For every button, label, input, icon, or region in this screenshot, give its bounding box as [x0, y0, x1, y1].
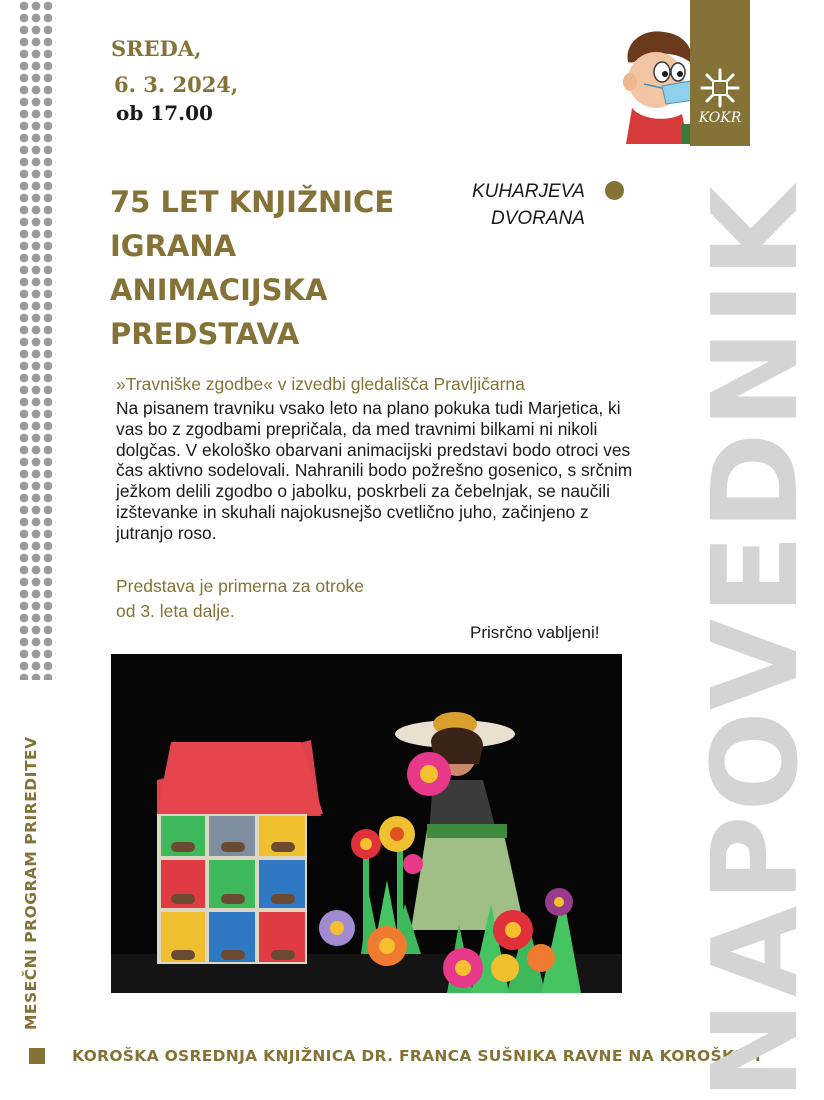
event-title	[110, 180, 450, 356]
event-description: Na pisanem travniku vsako leto na plano pokuka tudi Marjetica, ki vas bo z zgodbami prepričala, da med travnimi bilkami ni nikoli dolgčas. V ekološko obarvani animacijski predstavi bodo otroci ves čas aktivno sodelovali. Nahranili bodo požrešno gosenico, s srčnim ježkom delili zgodbo o jabolku, poskrbeli za čebelnjak, se naučili izštevanke in skuhali najokusnejšo cvetlično juho, začinjeno z jutranjo roso.	[116, 398, 633, 543]
event-subtitle: »Travniške zgodbe« v izvedbi gledališča Pravljičarna	[116, 374, 525, 394]
event-date: 6. 3. 2024,	[114, 72, 239, 97]
title-line: IGRANA	[110, 229, 237, 263]
event-venue	[472, 178, 585, 232]
watermark-text: NAPOVEDNIK	[686, 182, 824, 1100]
event-time: ob 17.00	[116, 101, 213, 125]
right-watermark-band	[686, 0, 824, 1100]
dotted-strip	[18, 0, 56, 680]
book-star-icon	[696, 64, 744, 112]
footer-library-name: KOROŠKA OSREDNJA KNJIŽNICA DR. FRANCA SUŠNIKA RAVNE NA KOROŠKEM	[72, 1047, 761, 1065]
logo-text: KOKR	[698, 110, 742, 126]
performance-photo	[111, 654, 622, 993]
venue-line: DVORANA	[491, 208, 585, 229]
boy-mascot-icon	[622, 24, 700, 144]
side-program-label: MESEČNI PROGRAM PRIREDITEV	[22, 736, 40, 1030]
welcome-text: Prisrčno vabljeni!	[470, 623, 600, 642]
venue-line: KUHARJEVA	[472, 181, 585, 202]
venue-dot	[605, 181, 624, 200]
title-line: ANIMACIJSKA	[110, 273, 328, 307]
footer-square	[29, 1048, 45, 1064]
title-line: 75 LET KNJIŽNICE	[110, 185, 395, 219]
library-logo	[690, 0, 750, 146]
title-line: PREDSTAVA	[110, 317, 300, 351]
event-day: SREDA,	[111, 36, 202, 61]
age-note: Predstava je primerna za otroke od 3. leta dalje.	[116, 576, 365, 621]
